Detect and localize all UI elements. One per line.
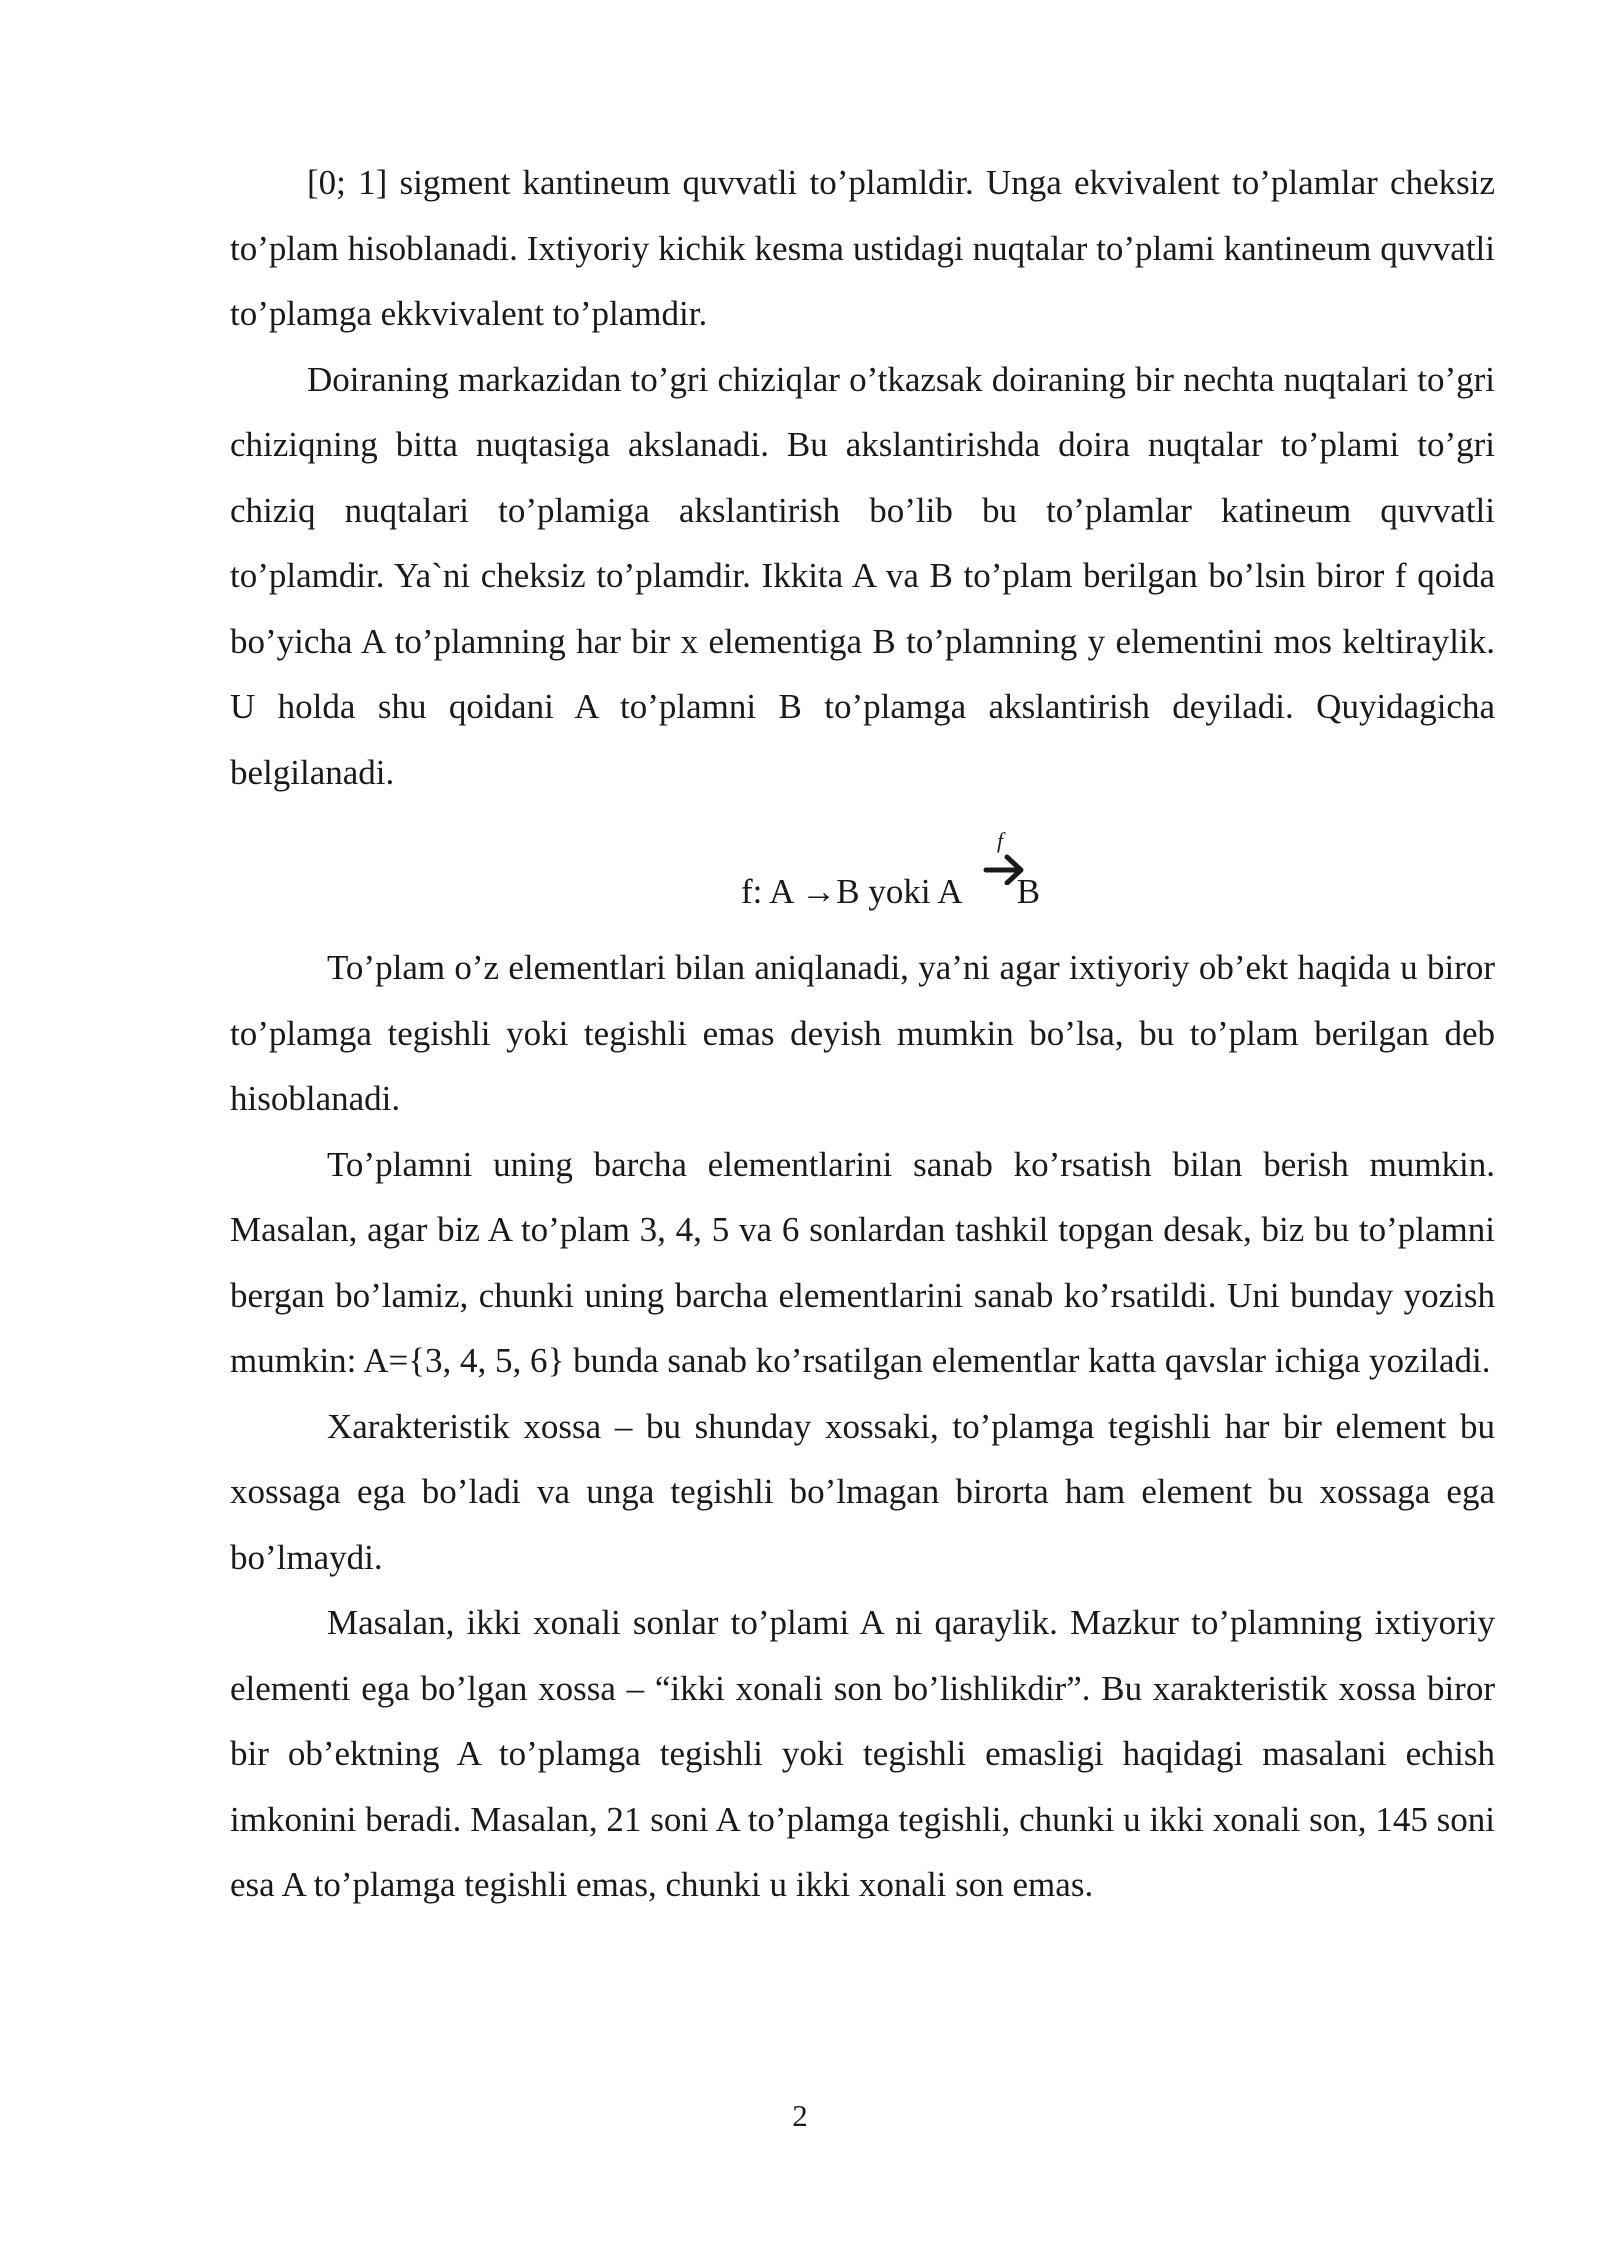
formula-right: B (1016, 872, 1041, 911)
paragraph-3: To’plam o’z elementlari bilan aniqlanadi, ya’ni agar ixtiyoriy ob’ekt haqida u biror to’plamga tegishli yoki tegishli emas deyish mumkin bo’lsa, bu to’plam berilgan deb hisoblanadi. (230, 948, 1495, 1118)
paragraph-2: Doiraning markazidan to’gri chiziqlar o’tkazsak doiraning bir nechta nuqtalari to’gri chiziqning bitta nuqtasiga akslanadi. Bu akslantirishda doira nuqtalar to’plami to’gri chiziq nuqtalari to’plamiga akslantirish bo’lib bu to’plamlar katineum quvvatli to’plamdir. Ya`ni cheksiz to’plamdir. Ikkita A va B to’plam berilgan bo’lsin biror f qoida bo’yicha A to’plamning har bir x elementiga B to’plamning y elementini mos keltiraylik. U holda shu qoidani A to’plamni B to’plamga akslantirish deyiladi. Quyidagicha belgilanadi. (230, 359, 1495, 792)
paragraph-4: To’plamni uning barcha elementlarini sanab ko’rsatish bilan berish mumkin. Masalan, agar biz A to’plam 3, 4, 5 va 6 sonlardan tashkil topgan desak, biz bu to’plamni bergan bo’lamiz, chunki uning barcha elementlarini sanab ko’rsatildi. Uni bunday yozish mumkin: A={3, 4, 5, 6} bunda sanab ko’rsatilgan elementlar katta qavslar ichiga yoziladi. (230, 1144, 1495, 1380)
document-page (230, 150, 1495, 1918)
paragraph-6: Masalan, ikki xonali sonlar to’plami A ni qaraylik. Mazkur to’plamning ixtiyoriy elementi ega bo’lgan xossa – “ikki xonali son bo’lishlikdir”. Bu xarakteristik xossa biror bir ob’ektning A to’plamga tegishli yoki tegishli emasligi haqidagi masalani echish imkonini beradi. Masalan, 21 soni A to’plamga tegishli, chunki u ikki xonali son, 145 soni esa A to’plamga tegishli emas, chunki u ikki xonali son emas. (230, 1603, 1495, 1904)
arrow-label: f (997, 828, 1004, 853)
formula-left: f: A →B yoki A (741, 872, 963, 911)
page-number: 2 (792, 2098, 808, 2133)
paragraph-5: Xarakteristik xossa – bu shunday xossaki, to’plamga tegishli har bir element bu xossaga ega bo’ladi va unga tegishli bo’lmagan birorta ham element bu xossaga ega bo’lmaydi. (230, 1406, 1495, 1577)
paragraph-1: [0; 1] sigment kantineum quvvatli to’plamldir. Unga ekvivalent to’plamlar cheksiz to’plam hisoblanadi. Ixtiyoriy kichik kesma ustidagi nuqtalar to’plami kantineum quvvatli to’plamga ekkvivalent to’plamdir. (230, 163, 1495, 333)
mapping-formula (230, 805, 1495, 935)
formula-text (741, 859, 1040, 925)
